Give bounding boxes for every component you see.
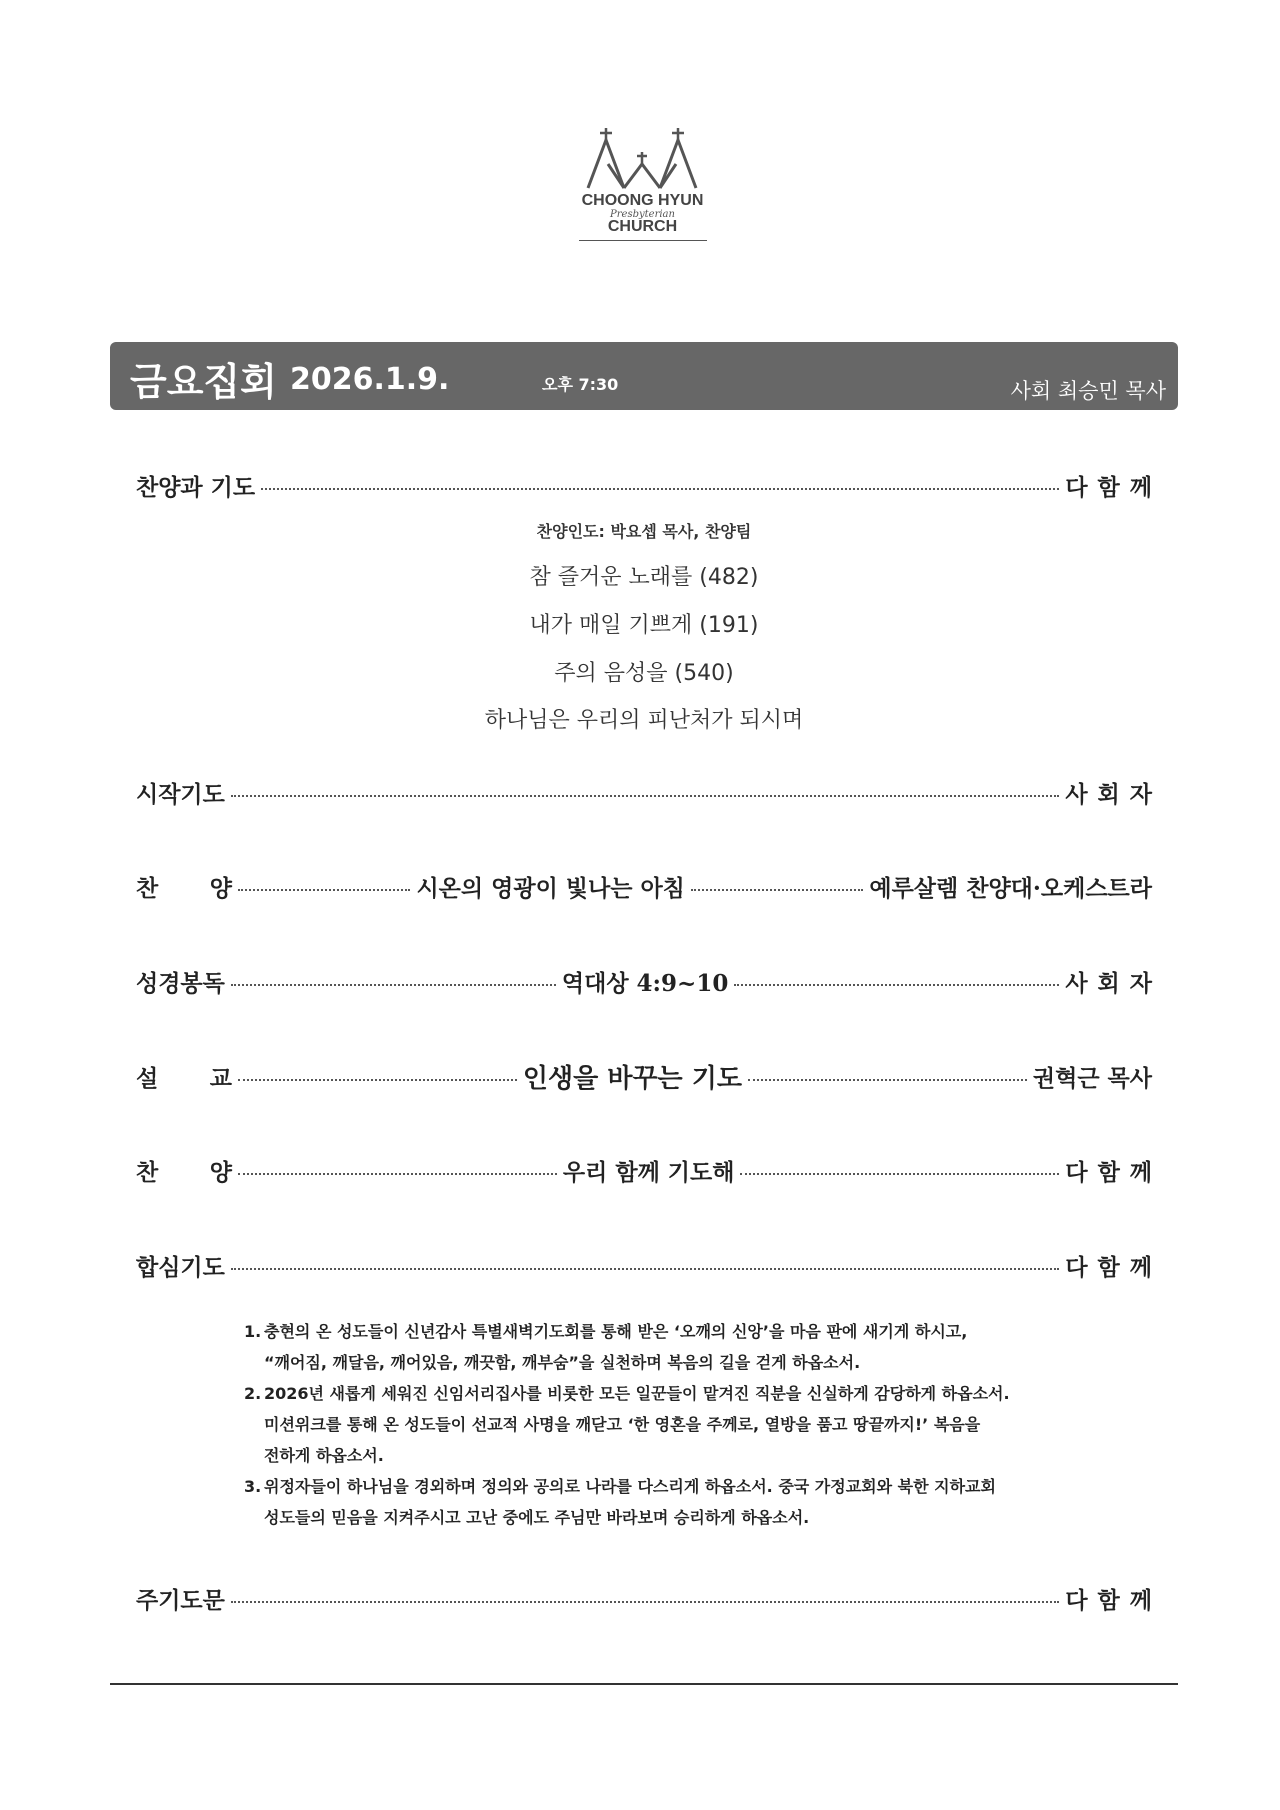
- logo-line-2: Presbyterian: [610, 209, 675, 220]
- prayer-line: 전하게 하옵소서.: [264, 1446, 384, 1465]
- order-label: [136, 1060, 232, 1093]
- prayer-number: 3.: [244, 1477, 262, 1496]
- prayer-line: “깨어짐, 깨달음, 깨어있음, 깨끗함, 깨부숨”을 실천하며 복음의 길을 걷게 하옵소서.: [264, 1353, 861, 1372]
- dot-leader: [238, 1079, 517, 1081]
- order-item-hymn: [136, 1150, 1163, 1190]
- prayer-topic: [244, 1378, 1074, 1471]
- prayer-text: [264, 1471, 1074, 1533]
- order-item-sermon: [136, 1056, 1152, 1096]
- order-label: [136, 870, 232, 903]
- order-right: 사회자: [1065, 780, 1162, 808]
- prayer-topic: [244, 1471, 1074, 1533]
- bottom-divider: [110, 1683, 1178, 1685]
- prayer-topics: [244, 1316, 1074, 1533]
- logo-line-3: CHURCH: [607, 218, 678, 235]
- order-label-b: 교: [209, 1064, 232, 1092]
- service-date: 2026.1.9.: [290, 362, 450, 397]
- prayer-text: [264, 1378, 1074, 1471]
- order-item-unison-prayer: [136, 1245, 1162, 1285]
- song-item: 내가 매일 기쁘게 (191): [529, 613, 759, 638]
- order-label-b: 양: [209, 874, 232, 902]
- order-middle: 시온의 영광이 빛나는 아침: [416, 874, 685, 902]
- dot-leader: [231, 1601, 1059, 1603]
- service-time: 오후 7:30: [542, 375, 619, 394]
- song-item: 참 즐거운 노래를 (482): [529, 565, 759, 590]
- prayer-number: 2.: [244, 1384, 262, 1403]
- order-label-a: 찬: [136, 1158, 159, 1186]
- praise-leader: 찬양인도: 박요셉 목사, 찬양팀: [536, 522, 752, 541]
- order-label: 성경봉독: [136, 969, 225, 997]
- order-item-lords-prayer: [136, 1578, 1162, 1618]
- service-title: 금요집회: [130, 360, 277, 404]
- order-item-opening-prayer: [136, 772, 1162, 812]
- order-label: 합심기도: [136, 1253, 225, 1281]
- service-presider: 사회 최승민 목사: [1010, 379, 1166, 403]
- prayer-topic: [244, 1316, 1074, 1378]
- order-label-a: 설: [136, 1064, 159, 1092]
- order-right: 다함께: [1065, 473, 1162, 501]
- dot-leader: [691, 889, 863, 891]
- dot-leader: [238, 889, 410, 891]
- dot-leader: [231, 795, 1059, 797]
- song-item: 하나님은 우리의 피난처가 되시며: [484, 708, 804, 733]
- order-label: 주기도문: [136, 1586, 225, 1614]
- prayer-line: 미션위크를 통해 온 성도들이 선교적 사명을 깨닫고 ‘한 영혼을 주께로, 열방을 품고 땅끝까지!’ 복음을: [264, 1415, 981, 1434]
- dot-leader: [261, 488, 1059, 490]
- dot-leader: [238, 1173, 557, 1175]
- church-logo: [575, 128, 710, 258]
- church-spires-icon: [584, 128, 702, 190]
- service-banner: [110, 342, 1178, 410]
- order-middle: 역대상 4:9~10: [561, 969, 729, 997]
- logo-underline: [579, 240, 707, 241]
- dot-leader: [740, 1173, 1059, 1175]
- order-right: 예루살렘 찬양대·오케스트라: [869, 874, 1152, 902]
- logo-line-1: CHOONG HYUN: [581, 192, 704, 209]
- order-item-anthem: [136, 866, 1152, 906]
- order-label: 찬양과 기도: [136, 473, 256, 501]
- song-item: 주의 음성을 (540): [554, 661, 734, 686]
- order-right: 권혁근 목사: [1032, 1064, 1152, 1092]
- prayer-line: 충현의 온 성도들이 신년감사 특별새벽기도회를 통해 받은 ‘오깨의 신앙’을 마음 판에 새기게 하시고,: [264, 1322, 968, 1341]
- order-label-a: 찬: [136, 874, 159, 902]
- prayer-line: 성도들의 믿음을 지켜주시고 고난 중에도 주님만 바라보며 승리하게 하옵소서.: [264, 1508, 810, 1527]
- order-middle: 우리 함께 기도해: [562, 1158, 735, 1186]
- dot-leader: [748, 1079, 1027, 1081]
- dot-leader: [231, 984, 556, 986]
- prayer-text: [264, 1316, 1074, 1378]
- order-item-scripture: [136, 961, 1162, 1001]
- dot-leader: [734, 984, 1059, 986]
- order-label: [136, 1154, 232, 1187]
- order-right: 사회자: [1065, 969, 1162, 997]
- order-label-b: 양: [209, 1158, 232, 1186]
- prayer-line: 위정자들이 하나님을 경외하며 정의와 공의로 나라를 다스리게 하옵소서. 중국 가정교회와 북한 지하교회: [264, 1477, 996, 1496]
- order-right: 다함께: [1065, 1253, 1162, 1281]
- order-right: 다함께: [1065, 1158, 1163, 1186]
- order-item-praise-prayer: [136, 465, 1162, 505]
- order-right: 다함께: [1065, 1586, 1162, 1614]
- dot-leader: [231, 1268, 1059, 1270]
- prayer-number: 1.: [244, 1322, 262, 1341]
- order-middle: 인생을 바꾸는 기도: [522, 1063, 742, 1094]
- prayer-line: 2026년 새롭게 세워진 신임서리집사를 비롯한 모든 일꾼들이 맡겨진 직분을 신실하게 감당하게 하옵소서.: [264, 1384, 1010, 1403]
- order-label: 시작기도: [136, 780, 225, 808]
